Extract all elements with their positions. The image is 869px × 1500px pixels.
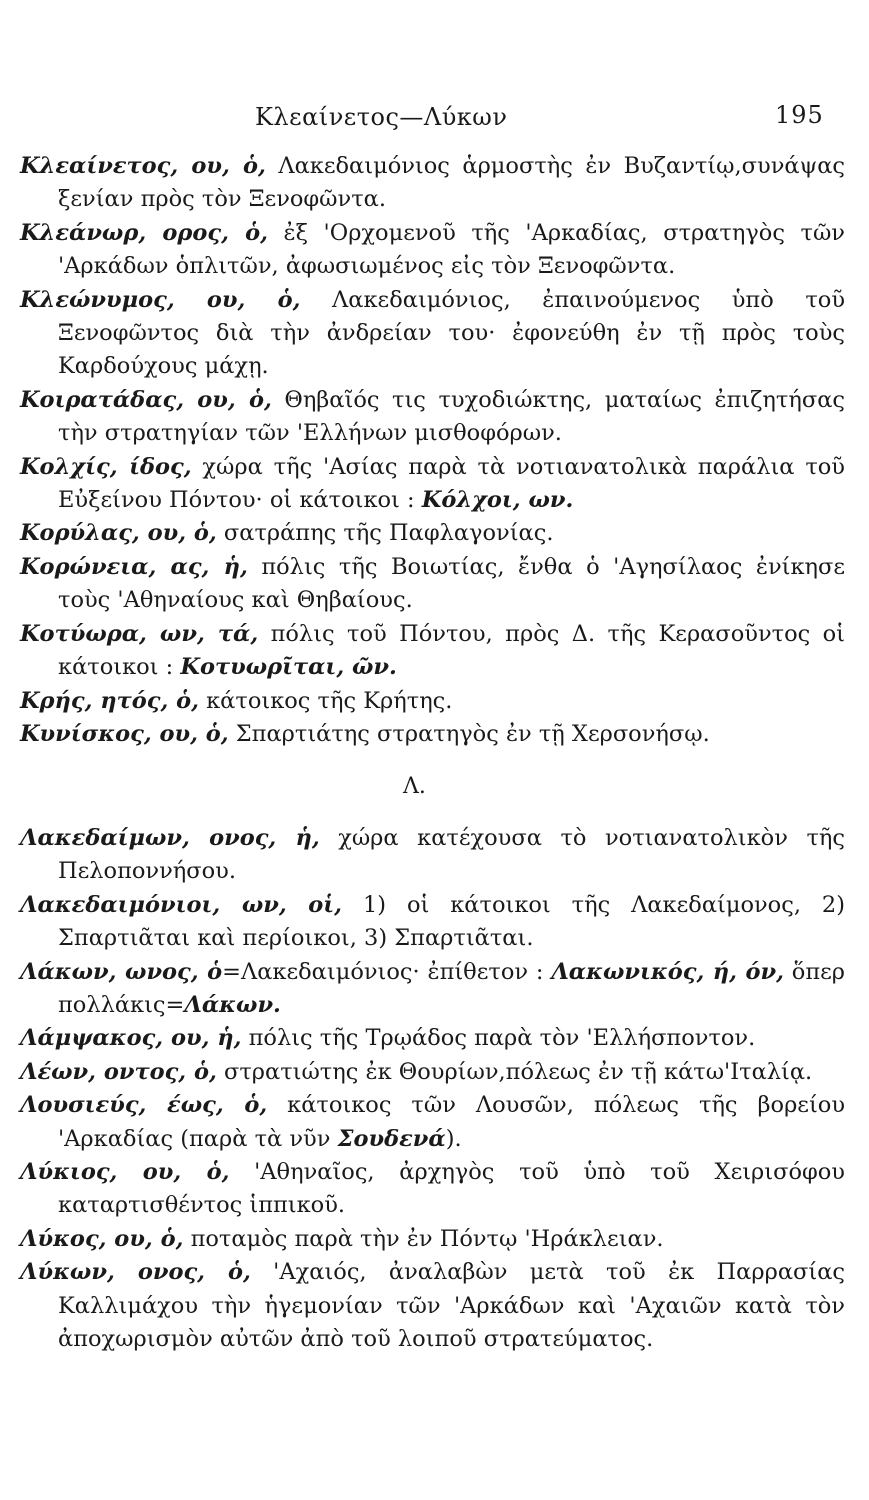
headword: Κολχίς, ίδος,	[20, 453, 192, 480]
entry	[20, 718, 845, 751]
headword: Λακεδαιμόνιοι, ων, οἱ,	[20, 891, 343, 918]
inhabitants-name: Κόλχοι, ων.	[421, 487, 574, 514]
definition: κάτοικος τῶν Λουσῶν, πόλεως τῆς βορείου 'Αρκαδίας (παρὰ τὰ νῦν	[58, 1092, 845, 1152]
entry	[20, 956, 845, 1023]
definition: Λακεδαιμόνιος, ἐπαινούμενος ὑπὸ τοῦ Ξενοφῶντος διὰ τὴν ἀνδρείαν του· ἐφονεύθη ἐν τῇ πρὸς τοὺς Καρδούχους μάχῃ.	[58, 286, 846, 380]
alternate-form: Λάκων.	[184, 992, 281, 1019]
entry	[20, 1056, 845, 1089]
definition: χώρα κατέχουσα τὸ νοτιανατολικὸν τῆς Πελοποννήσου.	[58, 825, 845, 885]
headword: Κρής, ητός, ὁ,	[20, 687, 199, 714]
definition: χώρα τῆς 'Ασίας παρὰ τὰ νοτιανατολικὰ παράλια τοῦ Εὐξείνου Πόντου· οἱ κάτοικοι :	[58, 453, 845, 514]
definition: Λακεδαιμόνιος ἁρμοστὴς ἐν Βυζαντίῳ,συνάψας ξενίαν πρὸς τὸν Ξενοφῶντα.	[58, 153, 846, 213]
entry	[20, 1223, 845, 1256]
headword: Λύκων, ονος, ὁ,	[20, 1259, 251, 1286]
definition: 'Αθηναῖος, ἀρχηγὸς τοῦ ὑπὸ τοῦ Χειρισόφου καταρτισθέντος ἱππικοῦ.	[58, 1159, 845, 1219]
inhabitants-name: Κοτυωρῖται, ῶν.	[180, 654, 397, 681]
definition: στρατιώτης ἐκ Θουρίων,πόλεως ἐν τῇ κάτω'Ιταλίᾳ.	[216, 1058, 813, 1085]
entries-kappa	[20, 150, 845, 751]
headword: Κυνίσκος, ου, ὁ,	[20, 720, 229, 747]
entry	[20, 1256, 845, 1356]
modern-name: Σουδενά	[337, 1125, 446, 1152]
definition: Σπαρτιάτης στρατηγὸς ἐν τῇ Χερσονήσῳ.	[228, 720, 710, 747]
entry	[20, 517, 845, 550]
definition-cont: ὅπερ πολλάκις=	[58, 958, 846, 1019]
entry	[20, 889, 845, 956]
entry	[20, 150, 845, 217]
section-letter-heading	[0, 774, 869, 799]
entry	[20, 551, 845, 618]
section-letter: Λ.	[403, 774, 426, 799]
page-number: 195	[775, 101, 824, 129]
definition: 'Αχαιός, ἀναλαβὼν μετὰ τοῦ ἐκ Παρρασίας Καλλιμάχου τὴν ἡγεμονίαν τῶν 'Αρκάδων καὶ 'Αχαιῶν κατὰ τὸν ἀποχωρισμὸν αὐτῶν ἀπὸ τοῦ λοιποῦ στρατεύματος.	[58, 1259, 845, 1353]
headword: Λάμψακος, ου, ἡ,	[20, 1025, 242, 1052]
definition: ἐξ 'Ορχομενοῦ τῆς 'Αρκαδίας, στρατηγὸς τῶν 'Αρκάδων ὁπλιτῶν, ἀφωσιωμένος εἰς τὸν Ξενοφῶντα.	[58, 219, 845, 280]
headword: Κορώνεια, ας, ἡ,	[20, 553, 248, 580]
headword: Κλεαίνετος, ου, ὁ,	[20, 153, 266, 179]
headword: Κλεάνωρ, ορος, ὁ,	[20, 219, 268, 246]
running-title: Κλεαίνετος—Λύκων	[255, 103, 508, 131]
definition-cont: ).	[445, 1125, 462, 1152]
headword: Λάκων, ωνος, ὁ	[20, 958, 223, 985]
headword: Λέων, οντος, ὁ,	[20, 1058, 217, 1085]
entry	[20, 618, 845, 685]
definition: Θηβαῖός τις τυχοδιώκτης, ματαίως ἐπιζητήσας τὴν στρατηγίαν τῶν 'Ελλήνων μισθοφόρων.	[58, 386, 845, 447]
headword: Κλεώνυμος, ου, ὁ,	[20, 286, 301, 313]
entry	[20, 284, 845, 384]
entry	[20, 1156, 845, 1223]
definition: =Λακεδαιμόνιος· ἐπίθετον :	[222, 958, 552, 985]
definition: σατράπης τῆς Παφλαγονίας.	[216, 520, 554, 547]
headword: Λύκιος, ου, ὁ,	[20, 1159, 230, 1186]
definition: πόλις τῆς Τρῳάδος παρὰ τὸν 'Ελλήσποντον.	[241, 1025, 756, 1052]
definition: 1) οἱ κάτοικοι τῆς Λακεδαίμονος, 2) Σπαρτιᾶται καὶ περίοικοι, 3) Σπαρτιᾶται.	[58, 891, 845, 952]
entry	[20, 1022, 845, 1055]
headword: Κορύλας, ου, ὁ,	[20, 520, 217, 547]
adjective-form: Λακωνικός, ή, όν,	[551, 958, 784, 985]
definition: ποταμὸς παρὰ τὴν ἐν Πόντῳ 'Ηράκλειαν.	[183, 1225, 664, 1252]
running-head	[0, 95, 869, 135]
entry	[20, 685, 845, 718]
entry	[20, 451, 845, 518]
headword: Κοιρατάδας, ου, ὁ,	[20, 386, 272, 413]
entry	[20, 1089, 845, 1156]
entry	[20, 384, 845, 451]
headword: Κοτύωρα, ων, τά,	[20, 620, 259, 647]
headword: Λακεδαίμων, ονος, ἡ,	[20, 825, 320, 851]
headword: Λουσιεύς, έως, ὁ,	[20, 1092, 268, 1119]
entries-lambda	[20, 822, 845, 1357]
definition: κάτοικος τῆς Κρήτης.	[198, 687, 453, 714]
definition: πόλις τῆς Βοιωτίας, ἔνθα ὁ 'Αγησίλαος ἐνίκησε τοὺς 'Αθηναίους καὶ Θηβαίους.	[58, 553, 845, 614]
headword: Λύκος, ου, ὁ,	[20, 1225, 184, 1252]
definition: πόλις τοῦ Πόντου, πρὸς Δ. τῆς Κερασοῦντος οἱ κάτοικοι :	[58, 620, 846, 681]
entry	[20, 822, 845, 889]
entry	[20, 217, 845, 284]
